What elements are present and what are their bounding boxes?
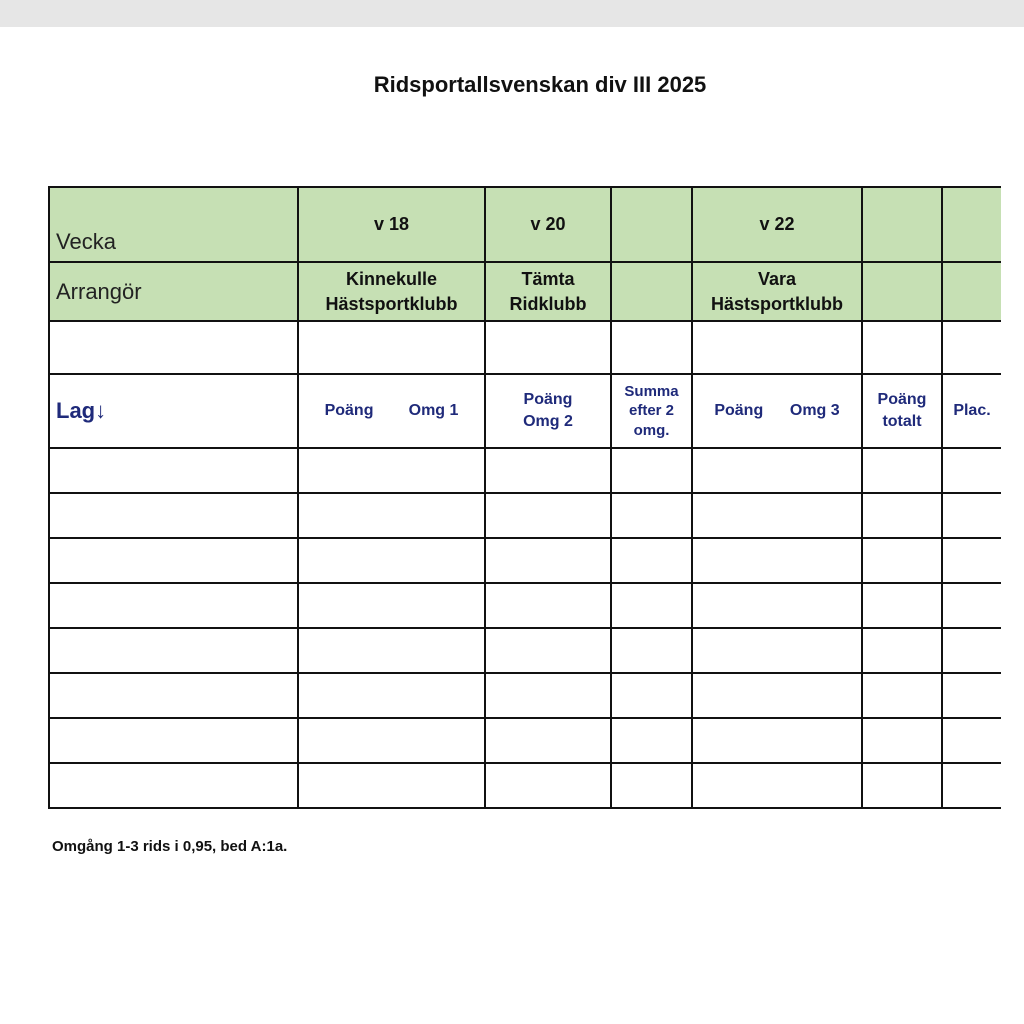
spacer-cell [611,321,692,374]
vecka-label: Vecka [49,187,298,262]
col-poang-omg1-a: Poäng [324,402,374,420]
table-cell[interactable] [862,448,942,493]
table-cell[interactable] [49,493,298,538]
table-cell[interactable] [942,583,1001,628]
table-cell[interactable] [692,673,862,718]
table-cell[interactable] [942,628,1001,673]
table-cell[interactable] [298,673,485,718]
spacer-row [49,321,1001,374]
table-cell[interactable] [611,763,692,808]
table-cell[interactable] [942,493,1001,538]
table-cell[interactable] [692,583,862,628]
spacer-cell [298,321,485,374]
table-cell[interactable] [692,628,862,673]
table-cell[interactable] [49,763,298,808]
table-cell[interactable] [485,763,611,808]
table-cell[interactable] [485,448,611,493]
organizer-empty-2 [862,262,942,321]
table-cell[interactable] [692,493,862,538]
week-3: v 22 [692,187,862,262]
table-cell[interactable] [298,718,485,763]
table-cell[interactable] [611,673,692,718]
week-empty-3 [942,187,1001,262]
organizer-empty-3 [942,262,1001,321]
table-cell[interactable] [692,448,862,493]
col-poang-totalt [862,374,942,448]
table-cell[interactable] [49,583,298,628]
organizer-empty-1 [611,262,692,321]
week-empty-2 [862,187,942,262]
table-cell[interactable] [862,763,942,808]
col-poang-omg3-a: Poäng [714,402,764,420]
table-cell[interactable] [692,763,862,808]
week-2: v 20 [485,187,611,262]
table-cell[interactable] [49,628,298,673]
table-cell[interactable] [49,718,298,763]
table-cell[interactable] [611,448,692,493]
table-row [49,718,1001,763]
table-cell[interactable] [942,448,1001,493]
col-poang-omg2 [485,374,611,448]
col-poang-omg1 [298,374,485,448]
table-cell[interactable] [298,538,485,583]
table-cell[interactable] [485,673,611,718]
organizer-3-line2: Hästsportklubb [710,293,843,314]
table-cell[interactable] [862,628,942,673]
arrangor-label: Arrangör [49,262,298,321]
col-summa [611,374,692,448]
table-cell[interactable] [49,448,298,493]
col-summa-b: efter 2 [628,402,675,420]
week-row [49,187,1001,262]
table-cell[interactable] [49,673,298,718]
table-cell[interactable] [611,538,692,583]
table-row [49,538,1001,583]
table-cell[interactable] [692,718,862,763]
table-cell[interactable] [298,628,485,673]
spacer-cell [862,321,942,374]
table-cell[interactable] [611,583,692,628]
col-poang-totalt-b: totalt [882,413,922,430]
table-cell[interactable] [485,718,611,763]
table-cell[interactable] [862,718,942,763]
table-cell[interactable] [298,583,485,628]
table-row [49,628,1001,673]
table-cell[interactable] [862,583,942,628]
table-cell[interactable] [485,493,611,538]
organizer-3-line1: Vara [757,269,797,290]
table-row [49,673,1001,718]
footnote: Omgång 1-3 rids i 0,95, bed A:1a. [52,838,288,855]
col-poang-omg3-b: Omg 3 [789,402,840,420]
table-row [49,763,1001,808]
table-cell[interactable] [942,763,1001,808]
top-bar [0,0,1024,27]
organizer-2-line2: Ridklubb [509,293,587,314]
table-cell[interactable] [298,448,485,493]
table-cell[interactable] [485,628,611,673]
organizer-1-line1: Kinnekulle [345,269,438,290]
table-cell[interactable] [298,493,485,538]
table-cell[interactable] [611,628,692,673]
column-header-row [49,374,1001,448]
spacer-cell [942,321,1001,374]
organizer-2 [485,262,611,321]
col-summa-a: Summa [624,382,679,400]
spacer-cell [485,321,611,374]
table-row [49,493,1001,538]
table-cell[interactable] [692,538,862,583]
table-cell[interactable] [862,673,942,718]
table-cell[interactable] [485,538,611,583]
table-cell[interactable] [49,538,298,583]
col-poang-omg1-b: Omg 1 [408,402,459,420]
col-poang-omg3 [692,374,862,448]
col-plac: Plac. [942,374,1001,448]
table-cell[interactable] [942,538,1001,583]
table-row [49,448,1001,493]
organizer-3 [692,262,862,321]
organizer-2-line1: Tämta [521,269,575,290]
table-row [49,583,1001,628]
table-cell[interactable] [862,493,942,538]
spacer-cell [692,321,862,374]
organizer-1 [298,262,485,321]
table-cell[interactable] [862,538,942,583]
lag-label: Lag↓ [49,374,298,448]
week-1: v 18 [298,187,485,262]
spacer-cell [49,321,298,374]
page-title: Ridsportallsvenskan div III 2025 [373,72,707,97]
table-cell[interactable] [485,583,611,628]
table-cell[interactable] [298,763,485,808]
col-poang-omg2-a: Poäng [523,391,573,409]
standings-table [48,186,1001,809]
table-cell[interactable] [942,718,1001,763]
table-cell[interactable] [942,673,1001,718]
table-cell[interactable] [611,718,692,763]
col-summa-c: omg. [633,421,670,439]
week-empty-1 [611,187,692,262]
organizer-row [49,262,1001,321]
organizer-1-line2: Hästsportklubb [325,293,458,314]
col-poang-totalt-a: Poäng [877,391,927,409]
table-cell[interactable] [611,493,692,538]
col-poang-omg2-b: Omg 2 [523,413,573,430]
